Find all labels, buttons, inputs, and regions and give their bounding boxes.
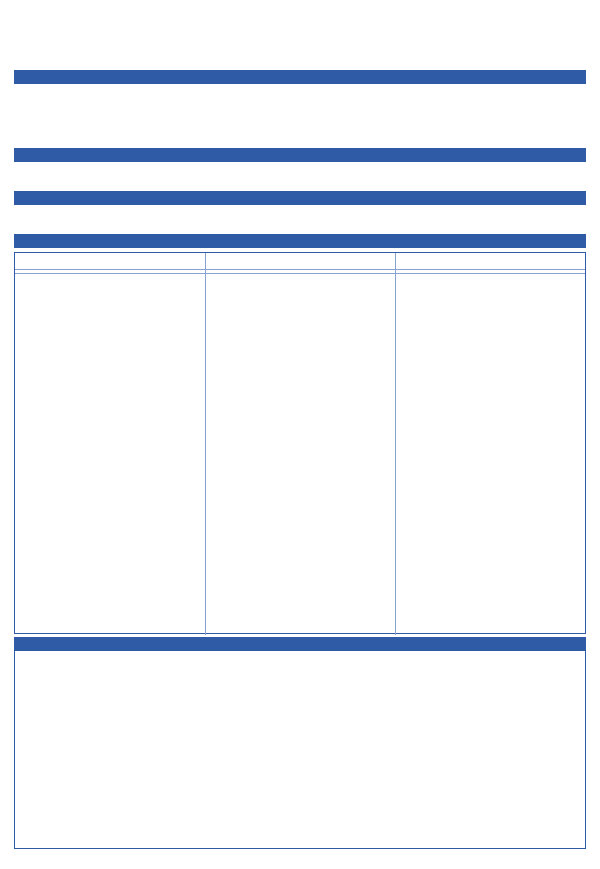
reason-heading-bar [14,70,586,84]
comments-box [14,637,586,849]
divider-detail [395,253,396,635]
price-heading-bar [14,191,586,205]
impression-heading-bar [14,148,586,162]
evaluation-heading-bar [14,234,586,248]
divider-question [205,253,206,635]
food-heading-row [15,253,585,270]
evaluation-table [14,252,586,634]
